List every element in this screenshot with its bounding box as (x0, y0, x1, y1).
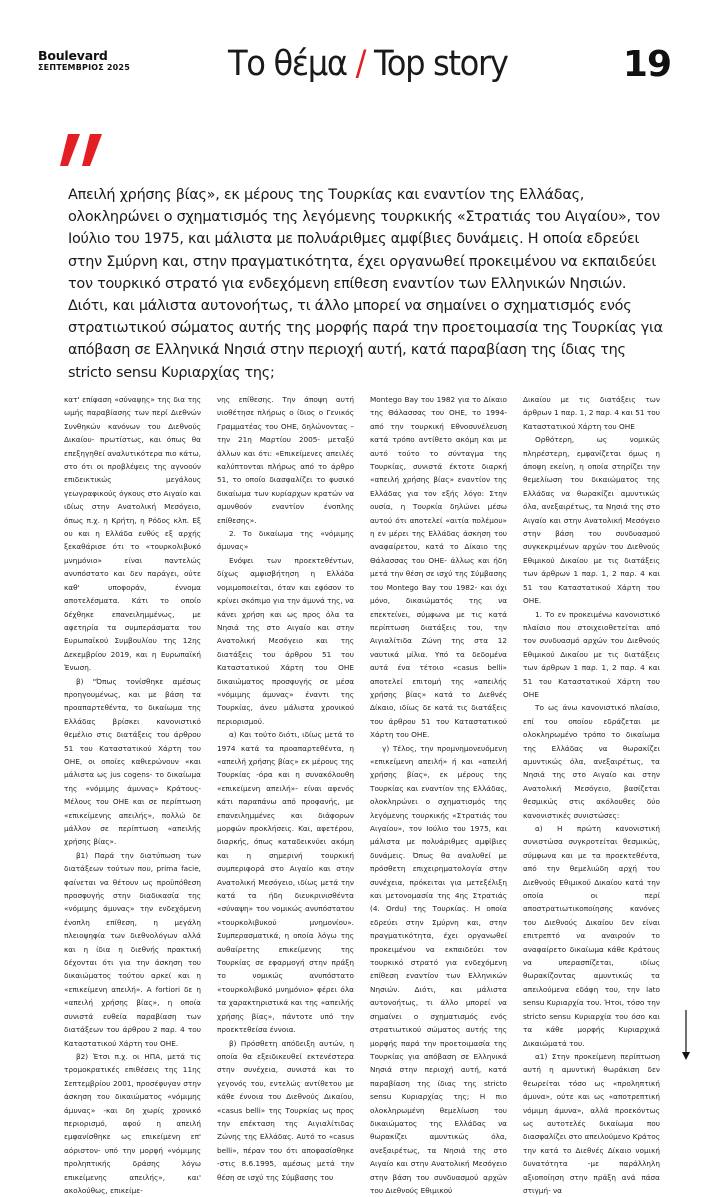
issue-date: ΣΕΠΤΕΜΒΡΙΟΣ 2025 (38, 62, 130, 72)
paragraph: γ) Τέλος, την προμνημονευόμενη «επικείμενη απειλή» ή και «απειλή χρήσης βίας», εκ μέρους της Τουρκίας και εναντίον της Ελλάδας, ολοκληρώνει ο σχηματισμός της λεγόμενης τουρκικής «Στρατιάς του Αιγαίου», τον Ιούλιο του 1975, και μάλιστα με πολυάριθμες αμφίβιες δυνάμεις. Όπως θα αναλυθεί με πρόσθετη επιχειρηματολογία στην συνέχεια, πρόκειται για μετεξέλιξη και μετονομασία της 4ης Στρατιάς (4. Ordu) της Τουρκίας. Η οποία εδρεύει στην Σμύρνη και, στην πραγματικότητα, έχει οργανωθεί προκειμένου να εκπαιδεύει τον τουρκικό στρατό για ενδεχόμενη επίθεση εναντίον των Ελληνικών Νησιών. Διότι, και μάλιστα αυτονοήτως, τι άλλο μπορεί να σημαίνει ο σχηματισμός ενός στρατιωτικού σώματος αυτής της μορφής παρά την προετοιμασία της Τουρκίας για απόβαση σε Ελληνικά Νησιά στην περιοχή αυτή, κατά παραβίαση της ίδιας της stricto sensu Κυριαρχίας της; Η πιο ολοκληρωμένη θεμελίωση του δικαιώματος της Ελλάδας να θωρακίζει αμυντικώς όλα, ανεξαιρέτως, τα Νησιά της στο Αιγαίο και στην Ανατολική Μεσόγειο στην βάση του συνδυασμού αρχών του Διεθνούς Εθιμικού (370, 743, 507, 1195)
paragraph: 1. Το εν προκειμένω κανονιστικό πλαίσιο που στοιχειοθετείται από τον συνδυασμό αρχών του Διεθνούς Εθιμικού Δικαίου με τις διατάξεις των άρθρων 1 παρ. 1, 2 παρ. 4 και 51 του Καταστατικού Χάρτη του ΟΗΕ (523, 609, 660, 699)
paragraph: Δικαίου με τις διατάξεις των άρθρων 1 παρ. 1, 2 παρ. 4 και 51 του Καταστατικού Χάρτη του ΟΗΕ (523, 395, 660, 431)
paragraph: νης επίθεσης. Την άποψη αυτή υιοθέτησε πλήρως ο ίδιος ο Γενικός Γραμματέας του ΟΗΕ, δηλώνοντας –την 21η Μαρτίου 2005- μεταξύ άλλων και ότι: «Επικείμενες απειλές καλύπτονται πλήρως από το άρθρο 51, το οποίο διασφαλίζει το φυσικό δικαίωμα των κυρίαρχων κρατών να αμυνθούν εναντίον ένοπλης επίθεσης». (217, 395, 354, 525)
double-quote-mark-icon (60, 128, 108, 172)
paragraph: Ενόψει των προεκτεθέντων, δίχως αμφισβήτηση η Ελλάδα νομιμοποιείται, όταν και εφόσον το κρίνει σκόπιμο για την άμυνά της, να κάνει χρήση και ως προς όλα τα Νησιά της στο Αιγαίο και στην Ανατολική Μεσόγειο και της διατάξεις του άρθρου 51 του Καταστατικού Χάρτη του ΟΗΕ δικαιώματος προσφυγής σε μέσα «νόμιμης άμυνας» έναντι της Τουρκίας, άνευ μάλιστα χρονικού περιορισμού. (217, 555, 354, 726)
lead-quote: Απειλή χρήσης βίας», εκ μέρους της Τουρκίας και εναντίον της Ελλάδας, ολοκληρώνει ο σχηματισμός της λεγόμενης τουρκικής «Στρατιάς του Αιγαίου», τον Ιούλιο του 1975, και μάλιστα με πολυάριθμες αμφίβιες δυνάμεις. Η οποία εδρεύει στην Σμύρνη και, στην πραγματικότητα, έχει οργανωθεί προκειμένου να εκπαιδεύει τον τουρκικό στρατό για ενδεχόμενη επίθεση εναντίον των Ελληνικών Νησιών. Διότι, και μάλιστα αυτονοήτως, τι άλλο μπορεί να σημαίνει ο σχηματισμός ενός στρατιωτικού σώματος αυτής της μορφής παρά την προετοιμασία της Τουρκίας για απόβαση σε Ελληνικά Νησιά στην περιοχή αυτή, κατά παραβίαση της ίδιας της stricto sensu Κυριαρχίας της; (68, 187, 663, 381)
paragraph: Montego Bay του 1982 για το Δίκαιο της Θάλασσας του ΟΗΕ, το 1994- από την τουρκική Εθνοσυνέλευση κατά τρόπο αντίθετο ακόμη και με αυτό τούτο το σύνταγμα της Τουρκίας, συνιστά έκτοτε διαρκή «απειλή χρήσης βίας» εναντίον της Ελλάδας για τον εξής λόγο: Στην ουσία, η Τουρκία δηλώνει μέσω αυτού ότι αποτελεί «αιτία πολέμου» η εν μέρει της Ελλάδας άσκηση του αναφαίρετου, κατά το Δίκαιο της Θάλασσας του ΟΗΕ- άλλως και ήδη μετά την θέση σε ισχύ της Σύμβασης του Montego Bay του 1982- και όχι μόνο, δικαιώματός της να επεκτείνει, σύμφωνα με τις κατά περίπτωση διατάξεις του, την Αιγιαλίτιδα Ζώνη της στα 12 ναυτικά μίλια. Υπό τα δεδομένα αυτά ένα τέτοιο «casus belli» αποτελεί επιτομή της «απειλής χρήσης βίας» κατά το Διεθνές Δίκαιο, ιδίως δε κατά τις διατάξεις του άρθρου 51 του Καταστατικού Χάρτη του ΟΗΕ. (370, 395, 507, 740)
down-arrow-icon (681, 1010, 691, 1060)
section-title (228, 44, 508, 84)
paragraph: 2. Το δικαίωμα της «νόμιμης άμυνας» (217, 529, 354, 552)
article-column-1 (64, 393, 201, 1195)
paragraph: β1) Παρά την διατύπωση των διατάξεων τούτων που, prima facie, φαίνεται να θέτουν ως προϋπόθεση προσφυγής στην διαδικασία της «νόμιμης άμυνας» την ενδεχόμενη ένοπλη επίθεση, η μεγάλη πλειοψηφία των διεθνολόγων αλλά και η ίδια η διεθνής πρακτική δέχονται ότι για την άσκηση του δικαιώματος τούτου αρκεί και η «επικείμενη απειλή». A fortiori δε η «απειλή χρήσης βίας», η οποία συνιστά ευθεία παραβίαση των διατάξεων του άρθρου 2 παρ. 4 του Καταστατικού Χάρτη του ΟΗΕ. (64, 850, 201, 1048)
section-title-greek: Το θέμα (228, 44, 347, 84)
page-number: 19 (622, 44, 671, 85)
paragraph: κατ' επίφαση «σύναψης» της δια της ωμής παραβίασης των περί Διεθνών Συνθηκών κανόνων του Διεθνούς Δικαίου- πρωτίστως, και όπως θα επεξηγηθεί αναλυτικότερα πιο κάτω, στο ότι οι προβλέψεις της αγνοούν επιδεικτικώς μεγάλους γεωγραφικούς όγκους στο Αιγαίο και ιδίως στην Ανατολική Μεσόγειο, όπως π.χ. η Κρήτη, η Ρόδος κλπ. Εξ ου και η Ελλάδα ευθύς εξ αρχής ξεκαθάρισε ότι το «τουρκολιβυκό μνημόνιο» είναι παντελώς ανυπόστατο και δεν παράγει, ούτε καθ' υποφοράν, έννομα αποτελέσματα. Κάτι το οποίο δέχθηκε επανειλημμένως, με αφετηρία τα συμπεράσματα του Ευρωπαϊκού Συμβουλίου της 12ης Δεκεμβρίου 2019, και η Ευρωπαϊκή Ένωση. (64, 395, 201, 673)
paragraph: Ορθότερη, ως νομικώς πληρέστερη, εμφανίζεται όμως η άποψη εκείνη, η οποία στηρίζει την θεμελίωση του δικαιώματος της Ελλάδας να θωρακίζει αμυντικώς όλα, ανεξαιρέτως, τα Νησιά της στο Αιγαίο και στην Ανατολική Μεσόγειο στην βάση του συνδυασμού συγκεκριμένων αρχών του Διεθνούς Εθιμικού Δικαίου με τις διατάξεις των άρθρων 1 παρ. 1, 2 παρ. 4 και 51 του Καταστατικού Χάρτη του ΟΗΕ. (523, 435, 660, 606)
paragraph: β2) Έτσι π.χ. οι ΗΠΑ, μετά τις τρομοκρατικές επιθέσεις της 11ης Σεπτεμβρίου 2001, προσέφυγαν στην άσκηση του δικαιώματος «νόμιμης άμυνας» -και δη χωρίς χρονικό περιορισμό, αφού η απειλή εμφανίσθηκε ως επικείμενη επ' αόριστον- υπό την μορφή «νόμιμης προληπτικής δράσης λόγω επικείμενης απειλής», και' ακολούθως, επικείμε- (64, 1051, 201, 1195)
paragraph: α) Η πρώτη κανονιστική συνιστώσα συγκροτείται θεσμικώς, σύμφωνα και με τα προεκτεθέντα, από την θεμελιώδη αρχή του Διεθνούς Εθιμικού Δικαίου κατά την οποία οι περί αποστρατιωτικοποίησης κανόνες του Διεθνούς Δικαίου δεν είναι επιτρεπτό να αναιρούν το αναφαίρετο δικαίωμα κάθε Κράτους να υπερασπίζεται, ιδίως θωρακίζοντας αμυντικώς τα απειλούμενα εδάφη του, την lato sensu Κυριαρχία του. Ήτοι, τόσο την stricto sensu Κυριαρχία του όσο και τα κάθε μορφής Κυριαρχικά Δικαιώματά του. (523, 824, 660, 1048)
section-title-slash: / (355, 44, 366, 84)
brand-name: Boulevard (38, 48, 108, 63)
paragraph: β) Πρόσθετη απόδειξη αυτών, η οποία θα εξειδικευθεί εκτενέστερα στην συνέχεια, συνιστά και το γεγονός του, εντελώς αντίθετου με κάθε έννοια του Διεθνούς Δικαίου, «casus belli» της Τουρκίας ως προς την επέκταση της Αιγιαλίτιδας Ζώνης της Ελλάδας. Αυτό το «casus belli», πέραν του ότι αποφασίσθηκε -στις 8.6.1995, αμέσως μετά την θέση σε ισχύ της Σύμβασης του (217, 1038, 354, 1182)
brand-block (38, 50, 130, 72)
article-column-4 (523, 393, 660, 1195)
paragraph: Το ως άνω κανονιστικό πλαίσιο, επί του οποίου εδράζεται με ολοκληρωμένο τρόπο το δικαίωμα της Ελλάδας να θωρακίζει αμυντικώς όλα, ανεξαιρέτως, τα Νησιά της στο Αιγαίο και στην Ανατολική Μεσόγειο, βασίζεται θεσμικώς στις ακόλουθες δύο κανονιστικές συνιστώσες: (523, 703, 660, 820)
paragraph: α) Και τούτο διότι, ιδίως μετά το 1974 κατά τα προαπαρτεθέντα, η «απειλή χρήσης βίας» εκ μέρους της Τουρκίας -όρα και η συνακόλουθη «επικείμενη απειλή»- είναι αφενός κάτι παραπάνω από προφανής, με επανειλημμένες και διάφορων μορφών προκλήσεις. Και, αφετέρου, διαρκής, όπως καταδεικνύει ακόμη και η σημερινή τουρκική συμπεριφορά στο Αιγαίο και στην Ανατολική Μεσόγειο, ιδίως μετά την κατά τα ήδη διευκρινισθέντα «σύναψη» του νομικώς ανυπόστατου «τουρκολιβυκού μνημονίου». Συμπερασματικά, η οποία λόγω της αυθαίρετης επικείμενης της Τουρκίας σε εφαρμογή στην πράξη το νομικώς ανυπόστατο «τουρκολιβυκό μνημόνιο» φέρει όλα τα χαρακτηριστικά και της «απειλής χρήσης βίας», πάντοτε υπό την προεκτεθείσα έννοια. (217, 730, 354, 1035)
article-body (64, 393, 660, 1195)
paragraph: α1) Στην προκείμενη περίπτωση αυτή η αμυντική θωράκιση δεν θεωρείται τόσο ως «προληπτική άμυνα», ούτε και ως «αποτρεπτική νόμιμη άμυνα», αλλά προεκόντως ως αυτοτελές δικαίωμα που διασφαλίζει στο απειλούμενο Κράτος την κατά το Διεθνές Δίκαιο νομική δυνατότητα -με παράλληλη αξιοποίηση στην πράξη ανά πάσα στιγμή- να (523, 1051, 660, 1195)
article-column-2 (217, 393, 354, 1182)
section-title-english: Top story (373, 44, 508, 84)
paragraph: β) "Όπως τονίσθηκε αμέσως προηγουμένως, και με βάση τα προαπαρτεθέντα, το δικαίωμα της Ελλάδας βρίσκει κανονιστικό θεμέλιο στις διατάξεις του άρθρου 51 του Καταστατικού Χάρτη του ΟΗΕ, οι οποίες καθιερώνουν «και μάλιστα ως jus cogens- το δικαίωμα της «νόμιμης άμυνας» Κράτους-Μέλους του ΟΗΕ και σε περίπτωση «επικείμενης απειλής», πολλώ δε μάλλον σε περίπτωση «απειλής χρήσης βίας». (64, 676, 201, 847)
article-column-3 (370, 393, 507, 1195)
